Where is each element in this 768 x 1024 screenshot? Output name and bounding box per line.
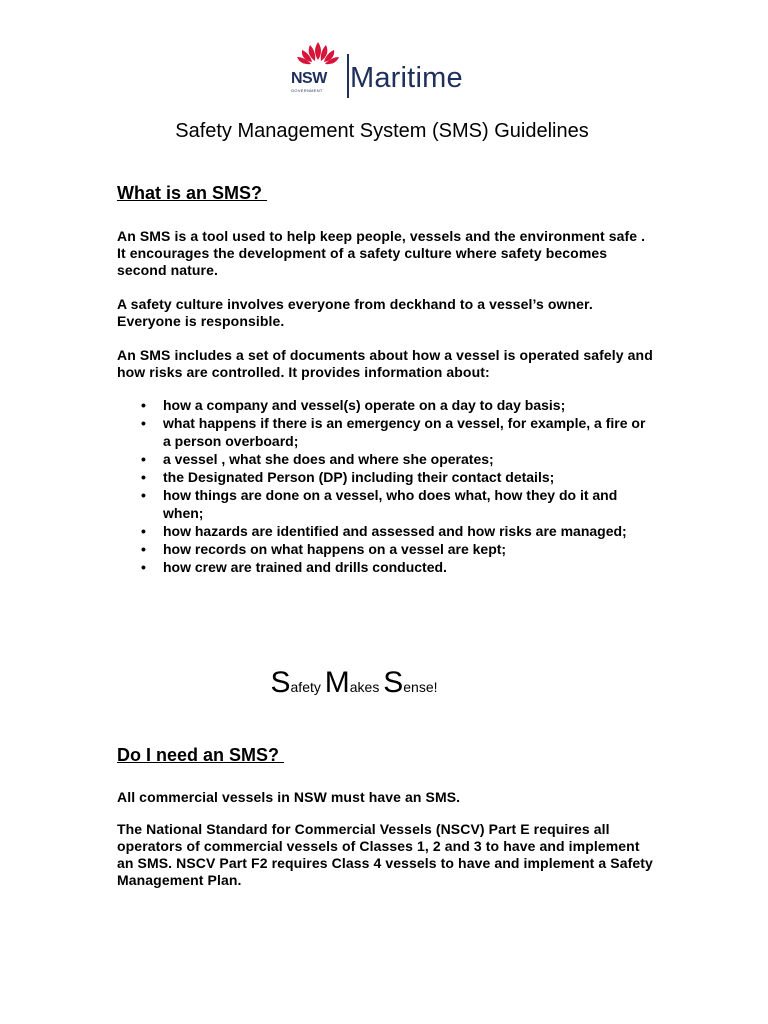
section-heading-do-i-need-sms: Do I need an SMS? (117, 745, 285, 765)
paragraph-commercial-vessels: All commercial vessels in NSW must have an SMS. (117, 789, 461, 805)
paragraph-sms-includes: An SMS includes a set of documents about how a vessel is operated safely and how risks are controlled. It provides information about: (117, 347, 653, 380)
bullet-icon: • (141, 541, 146, 557)
bullet-icon: • (141, 487, 146, 503)
document-title: Safety Management System (SMS) Guidelines (175, 120, 589, 142)
logo-nsw-text: NSW (291, 70, 327, 87)
list-item: • how a company and vessel(s) operate on a day to day basis; (141, 397, 566, 413)
logo-government-text: GOVERNMENT (291, 88, 323, 93)
section-heading-what-is-sms: What is an SMS? (117, 183, 268, 203)
paragraph-sms-tool: An SMS is a tool used to help keep people, vessels and the environment safe . It encourages the development of a safety culture where safety becomes second nature. (117, 228, 646, 278)
slogan-safety-makes-sense: Safety Makes Sense! (270, 666, 438, 699)
logo-maritime-text: Maritime (350, 62, 463, 94)
list-item: • what happens if there is an emergency on a vessel, for example, a fire or a person overboard; (141, 415, 646, 449)
waratah-icon (288, 40, 348, 72)
list-item: • how records on what happens on a vessel are kept; (141, 541, 507, 557)
list-item: • how hazards are identified and assessed and how risks are managed; (141, 523, 627, 539)
sms-info-list (117, 396, 657, 576)
list-item: • how crew are trained and drills conducted. (141, 559, 447, 575)
bullet-icon: • (141, 415, 146, 431)
bullet-icon: • (141, 559, 146, 575)
bullet-icon: • (141, 451, 146, 467)
list-item: • a vessel , what she does and where she operates; (141, 451, 494, 467)
paragraph-nscv-requirements: The National Standard for Commercial Vessels (NSCV) Part E requires all operators of commercial vessels of Classes 1, 2 and 3 to have and implement an SMS. NSCV Part F2 requires Class 4 vessels to have and implement a Safety Management Plan. (117, 821, 653, 888)
bullet-icon: • (141, 469, 146, 485)
bullet-icon: • (141, 523, 146, 539)
bullet-icon: • (141, 397, 146, 413)
list-item: • the Designated Person (DP) including their contact details; (141, 469, 555, 485)
paragraph-safety-culture: A safety culture involves everyone from deckhand to a vessel’s owner. Everyone is responsible. (117, 296, 593, 329)
logo-divider (347, 54, 349, 98)
list-item: • how things are done on a vessel, who does what, how they do it and when; (141, 487, 618, 521)
